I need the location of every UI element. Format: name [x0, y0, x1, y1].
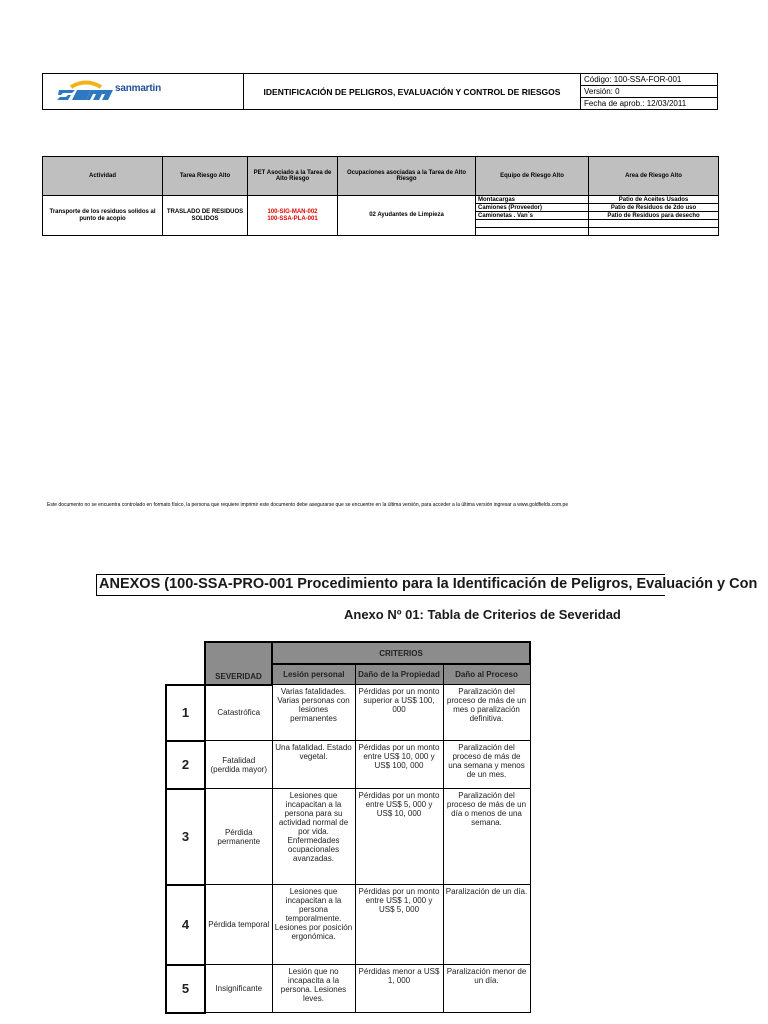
table-row: [166, 741, 530, 789]
column-header: Daño al Proceso: [443, 664, 530, 685]
column-header: Daño de la Propiedad: [355, 664, 443, 685]
equipment-cell: Montacargas: [476, 196, 589, 204]
process-damage-cell: Paralización menor de un día.: [443, 965, 530, 1013]
blank-cell: [166, 642, 205, 664]
column-header: Lesión personal: [272, 664, 355, 685]
severity-level: Pérdida temporal: [205, 885, 272, 965]
personal-injury-cell: Lesiones que incapacitan a la persona para su actividad normal de por vida. Enfermedades ocupacionales avanzadas.: [272, 789, 355, 885]
severity-level: Insignificante: [205, 965, 272, 1013]
column-header: Area de Riesgo Alto: [589, 157, 719, 196]
severity-level: Catastrófica: [205, 685, 272, 741]
activity-cell: Transporte de los residuos solidos al punto de acopio: [43, 196, 163, 236]
severity-number: 1: [166, 685, 205, 741]
severity-level: Fatalidad (perdida mayor): [205, 741, 272, 789]
document-code: Código: 100-SSA-FOR-001: [581, 74, 718, 86]
column-header: Tarea Riesgo Alto: [163, 157, 248, 196]
column-header: PET Asociado a la Tarea de Alto Riesgo: [248, 157, 338, 196]
equipment-cell: Camionetas . Van´s: [476, 212, 589, 220]
area-cell: Patio de Residuos de 2do uso: [589, 204, 719, 212]
pet-cell: [248, 196, 338, 236]
property-damage-cell: Pérdidas menor a US$ 1, 000: [355, 965, 443, 1013]
area-cell: Patio de Residuos para desecho: [589, 212, 719, 220]
equipment-cell: Camiones (Proveedor): [476, 204, 589, 212]
document-header: [42, 73, 718, 110]
column-header: Ocupaciones asociadas a la Tarea de Alto Riesgo: [338, 157, 476, 196]
property-damage-cell: Pérdidas por un monto entre US$ 1, 000 y US$ 5, 000: [355, 885, 443, 965]
personal-injury-cell: Varias fatalidades. Varias personas con lesiones permanentes: [272, 685, 355, 741]
property-damage-cell: Pérdidas por un monto entre US$ 10, 000 y US$ 100, 000: [355, 741, 443, 789]
annex-subtitle: Anexo Nº 01: Tabla de Criterios de Severidad: [344, 607, 621, 622]
process-damage-cell: Paralización de un día.: [443, 885, 530, 965]
table-row: [166, 685, 530, 741]
equipment-cell: [476, 220, 589, 228]
process-damage-cell: Paralización del proceso de más de un día o menos de una semana.: [443, 789, 530, 885]
occupations-cell: 02 Ayudantes de Limpieza: [338, 196, 476, 236]
table-row: [166, 885, 530, 965]
pet-code: 100-SIG-MAN-002: [267, 208, 318, 215]
property-damage-cell: Pérdidas por un monto superior a US$ 100, 000: [355, 685, 443, 741]
column-header: Equipo de Riesgo Alto: [476, 157, 589, 196]
process-damage-cell: Paralización del proceso de más de una semana y menos de un mes.: [443, 741, 530, 789]
severity-level: Pérdida permanente: [205, 789, 272, 885]
approval-date: Fecha de aprob.: 12/03/2011: [581, 98, 718, 110]
severity-number: 2: [166, 741, 205, 789]
task-cell: TRASLADO DE RESIDUOS SOLIDOS: [163, 196, 248, 236]
company-logo: [43, 75, 243, 109]
personal-injury-cell: Una fatalidad. Estado vegetal.: [272, 741, 355, 789]
logo-text: sanmartin: [115, 82, 161, 94]
control-disclaimer: Este documento no se encuentra controlado en formato físico, la persona que requiere imprimir este documento debe asegurarse que se encuentre en la última versión, para acceder a la última versión ingresar a www.goldfields.com.pe: [47, 502, 569, 508]
personal-injury-cell: Lesiones que incapacitan a la persona temporalmente. Lesiones por posición ergonómica.: [272, 885, 355, 965]
personal-injury-cell: Lesión que no incapacita a la persona. Lesiones leves.: [272, 965, 355, 1013]
severity-number: 5: [166, 965, 205, 1013]
column-header: Actividad: [43, 157, 163, 196]
area-cell: Patio de Aceites Usados: [589, 196, 719, 204]
process-damage-cell: Paralización del proceso de más de un mes o paralización definitiva.: [443, 685, 530, 741]
severity-header: SEVERIDAD: [205, 642, 272, 685]
document-version: Versión: 0: [581, 86, 718, 98]
severity-criteria-table: [165, 641, 531, 1014]
logo-mark-icon: [57, 80, 115, 102]
criteria-header: CRITERIOS: [272, 642, 530, 664]
logo-cell: [43, 74, 244, 110]
severity-number: 3: [166, 789, 205, 885]
annex-title: ANEXOS (100-SSA-PRO-001 Procedimiento para la Identificación de Peligros, Evaluación y Con: [96, 574, 665, 596]
table-row: [166, 965, 530, 1013]
table-row: [166, 789, 530, 885]
severity-number: 4: [166, 885, 205, 965]
document-title: IDENTIFICACIÓN DE PELIGROS, EVALUACIÓN Y CONTROL DE RIESGOS: [244, 74, 581, 110]
blank-cell: [166, 664, 205, 685]
area-cell: [589, 228, 719, 236]
area-cell: [589, 220, 719, 228]
equipment-cell: [476, 228, 589, 236]
pet-code: 100-SSA-PLA-001: [267, 215, 318, 222]
property-damage-cell: Pérdidas por un monto entre US$ 5, 000 y US$ 10, 000: [355, 789, 443, 885]
table-row: [43, 196, 719, 204]
table-header-row: [43, 157, 719, 196]
risk-activity-table: [42, 156, 719, 236]
